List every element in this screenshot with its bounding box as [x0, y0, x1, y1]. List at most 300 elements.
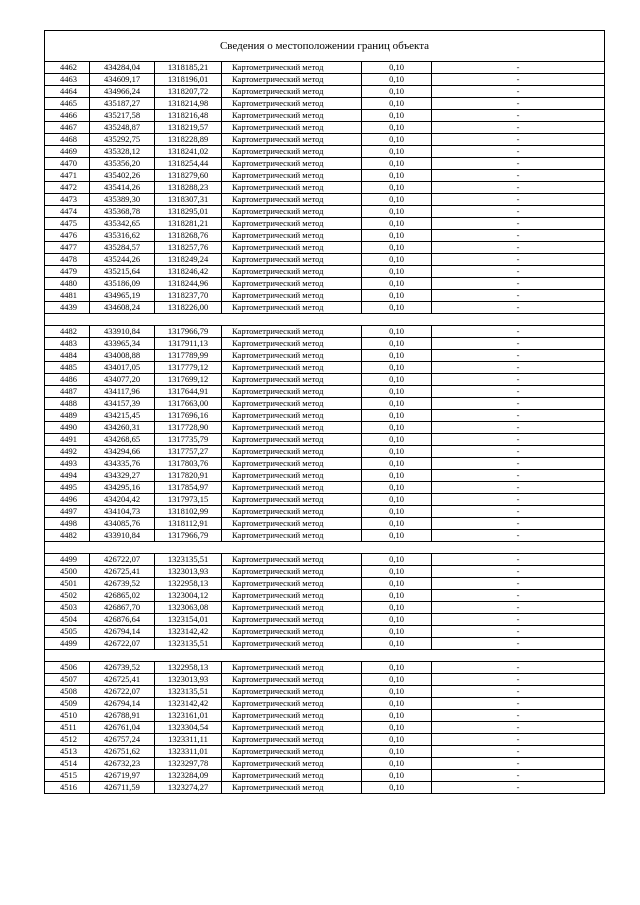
point-number-cell: 4494: [45, 470, 90, 482]
x-coordinate-cell: 434608,24: [90, 302, 155, 314]
table-row: [45, 782, 605, 794]
point-number-cell: 4463: [45, 74, 90, 86]
point-number-cell: 4470: [45, 158, 90, 170]
point-number-cell: 4514: [45, 758, 90, 770]
table-row: [45, 374, 605, 386]
table-row: [45, 230, 605, 242]
table-title-row: [45, 31, 605, 62]
boundary-coordinates-table: [44, 30, 605, 794]
y-coordinate-cell: 1322958,13: [155, 578, 222, 590]
x-coordinate-cell: 434215,45: [90, 410, 155, 422]
accuracy-cell: 0,10: [362, 566, 432, 578]
accuracy-cell: 0,10: [362, 638, 432, 650]
table-row: [45, 770, 605, 782]
x-coordinate-cell: 434294,66: [90, 446, 155, 458]
point-number-cell: 4516: [45, 782, 90, 794]
table-row: [45, 698, 605, 710]
description-cell: -: [432, 218, 605, 230]
point-number-cell: 4485: [45, 362, 90, 374]
point-number-cell: 4515: [45, 770, 90, 782]
point-number-cell: 4467: [45, 122, 90, 134]
x-coordinate-cell: 433910,84: [90, 326, 155, 338]
point-number-cell: 4466: [45, 110, 90, 122]
accuracy-cell: 0,10: [362, 338, 432, 350]
method-cell: Картометрический метод: [222, 638, 362, 650]
method-cell: Картометрический метод: [222, 518, 362, 530]
description-cell: -: [432, 710, 605, 722]
x-coordinate-cell: 426794,14: [90, 698, 155, 710]
method-cell: Картометрический метод: [222, 218, 362, 230]
method-cell: Картометрический метод: [222, 326, 362, 338]
method-cell: Картометрический метод: [222, 482, 362, 494]
method-cell: Картометрический метод: [222, 590, 362, 602]
description-cell: -: [432, 458, 605, 470]
accuracy-cell: 0,10: [362, 134, 432, 146]
method-cell: Картометрический метод: [222, 386, 362, 398]
point-number-cell: 4502: [45, 590, 90, 602]
y-coordinate-cell: 1317757,27: [155, 446, 222, 458]
point-number-cell: 4489: [45, 410, 90, 422]
point-number-cell: 4478: [45, 254, 90, 266]
y-coordinate-cell: 1318241,02: [155, 146, 222, 158]
accuracy-cell: 0,10: [362, 122, 432, 134]
description-cell: -: [432, 446, 605, 458]
method-cell: Картометрический метод: [222, 374, 362, 386]
table-row: [45, 746, 605, 758]
y-coordinate-cell: 1323004,12: [155, 590, 222, 602]
x-coordinate-cell: 435284,57: [90, 242, 155, 254]
description-cell: -: [432, 302, 605, 314]
method-cell: Картометрический метод: [222, 338, 362, 350]
accuracy-cell: 0,10: [362, 482, 432, 494]
accuracy-cell: 0,10: [362, 350, 432, 362]
y-coordinate-cell: 1323135,51: [155, 638, 222, 650]
point-number-cell: 4483: [45, 338, 90, 350]
point-number-cell: 4499: [45, 638, 90, 650]
description-cell: -: [432, 662, 605, 674]
description-cell: -: [432, 338, 605, 350]
y-coordinate-cell: 1317789,99: [155, 350, 222, 362]
y-coordinate-cell: 1318268,76: [155, 230, 222, 242]
y-coordinate-cell: 1318279,60: [155, 170, 222, 182]
point-number-cell: 4511: [45, 722, 90, 734]
group-separator-cell: [45, 542, 605, 554]
accuracy-cell: 0,10: [362, 470, 432, 482]
table-row: [45, 506, 605, 518]
method-cell: Картометрический метод: [222, 74, 362, 86]
accuracy-cell: 0,10: [362, 734, 432, 746]
description-cell: -: [432, 146, 605, 158]
table-row: [45, 626, 605, 638]
x-coordinate-cell: 426876,64: [90, 614, 155, 626]
table-row: [45, 98, 605, 110]
x-coordinate-cell: 434965,19: [90, 290, 155, 302]
method-cell: Картометрический метод: [222, 158, 362, 170]
y-coordinate-cell: 1317779,12: [155, 362, 222, 374]
x-coordinate-cell: 434117,96: [90, 386, 155, 398]
description-cell: -: [432, 530, 605, 542]
method-cell: Картометрический метод: [222, 602, 362, 614]
x-coordinate-cell: 435328,12: [90, 146, 155, 158]
method-cell: Картометрический метод: [222, 662, 362, 674]
accuracy-cell: 0,10: [362, 770, 432, 782]
description-cell: -: [432, 494, 605, 506]
method-cell: Картометрический метод: [222, 494, 362, 506]
x-coordinate-cell: 426719,97: [90, 770, 155, 782]
accuracy-cell: 0,10: [362, 494, 432, 506]
x-coordinate-cell: 426722,07: [90, 686, 155, 698]
description-cell: -: [432, 638, 605, 650]
point-number-cell: 4498: [45, 518, 90, 530]
accuracy-cell: 0,10: [362, 158, 432, 170]
accuracy-cell: 0,10: [362, 386, 432, 398]
accuracy-cell: 0,10: [362, 722, 432, 734]
point-number-cell: 4497: [45, 506, 90, 518]
method-cell: Картометрический метод: [222, 758, 362, 770]
description-cell: -: [432, 746, 605, 758]
table-row: [45, 302, 605, 314]
y-coordinate-cell: 1318207,72: [155, 86, 222, 98]
x-coordinate-cell: 435402,26: [90, 170, 155, 182]
description-cell: -: [432, 290, 605, 302]
method-cell: Картометрический метод: [222, 434, 362, 446]
description-cell: -: [432, 734, 605, 746]
point-number-cell: 4507: [45, 674, 90, 686]
description-cell: -: [432, 254, 605, 266]
point-number-cell: 4471: [45, 170, 90, 182]
table-row: [45, 614, 605, 626]
group-separator-cell: [45, 650, 605, 662]
table-row: [45, 74, 605, 86]
y-coordinate-cell: 1318219,57: [155, 122, 222, 134]
point-number-cell: 4477: [45, 242, 90, 254]
method-cell: Картометрический метод: [222, 566, 362, 578]
table-title: Сведения о местоположении границ объекта: [45, 31, 605, 62]
x-coordinate-cell: 435342,65: [90, 218, 155, 230]
table-row: [45, 158, 605, 170]
description-cell: -: [432, 674, 605, 686]
method-cell: Картометрический метод: [222, 362, 362, 374]
description-cell: -: [432, 182, 605, 194]
boundary-coordinates-document: [44, 30, 604, 794]
method-cell: Картометрический метод: [222, 146, 362, 158]
x-coordinate-cell: 435368,78: [90, 206, 155, 218]
table-row: [45, 446, 605, 458]
method-cell: Картометрический метод: [222, 674, 362, 686]
y-coordinate-cell: 1317820,91: [155, 470, 222, 482]
accuracy-cell: 0,10: [362, 662, 432, 674]
point-number-cell: 4484: [45, 350, 90, 362]
description-cell: -: [432, 434, 605, 446]
accuracy-cell: 0,10: [362, 710, 432, 722]
table-row: [45, 326, 605, 338]
description-cell: -: [432, 398, 605, 410]
table-row: [45, 386, 605, 398]
point-number-cell: 4481: [45, 290, 90, 302]
x-coordinate-cell: 434268,65: [90, 434, 155, 446]
point-number-cell: 4501: [45, 578, 90, 590]
description-cell: -: [432, 386, 605, 398]
point-number-cell: 4462: [45, 62, 90, 74]
description-cell: -: [432, 566, 605, 578]
x-coordinate-cell: 434017,05: [90, 362, 155, 374]
y-coordinate-cell: 1318295,01: [155, 206, 222, 218]
table-row: [45, 590, 605, 602]
table-row: [45, 278, 605, 290]
table-row: [45, 662, 605, 674]
y-coordinate-cell: 1318249,24: [155, 254, 222, 266]
y-coordinate-cell: 1317911,13: [155, 338, 222, 350]
method-cell: Картометрический метод: [222, 170, 362, 182]
y-coordinate-cell: 1317966,79: [155, 326, 222, 338]
x-coordinate-cell: 435356,20: [90, 158, 155, 170]
accuracy-cell: 0,10: [362, 242, 432, 254]
accuracy-cell: 0,10: [362, 602, 432, 614]
accuracy-cell: 0,10: [362, 434, 432, 446]
method-cell: Картометрический метод: [222, 422, 362, 434]
description-cell: -: [432, 602, 605, 614]
x-coordinate-cell: 426751,62: [90, 746, 155, 758]
method-cell: Картометрический метод: [222, 782, 362, 794]
description-cell: -: [432, 242, 605, 254]
description-cell: -: [432, 482, 605, 494]
accuracy-cell: 0,10: [362, 398, 432, 410]
table-row: [45, 554, 605, 566]
y-coordinate-cell: 1323142,42: [155, 698, 222, 710]
x-coordinate-cell: 426725,41: [90, 674, 155, 686]
table-row: [45, 710, 605, 722]
accuracy-cell: 0,10: [362, 518, 432, 530]
table-row: [45, 122, 605, 134]
y-coordinate-cell: 1318214,98: [155, 98, 222, 110]
x-coordinate-cell: 426739,52: [90, 578, 155, 590]
table-row: [45, 482, 605, 494]
x-coordinate-cell: 426725,41: [90, 566, 155, 578]
table-row: [45, 734, 605, 746]
x-coordinate-cell: 434077,20: [90, 374, 155, 386]
method-cell: Картометрический метод: [222, 506, 362, 518]
y-coordinate-cell: 1317696,16: [155, 410, 222, 422]
y-coordinate-cell: 1317728,90: [155, 422, 222, 434]
accuracy-cell: 0,10: [362, 374, 432, 386]
method-cell: Картометрический метод: [222, 734, 362, 746]
point-number-cell: 4476: [45, 230, 90, 242]
table-row: [45, 194, 605, 206]
table-row: [45, 434, 605, 446]
accuracy-cell: 0,10: [362, 698, 432, 710]
accuracy-cell: 0,10: [362, 782, 432, 794]
x-coordinate-cell: 435187,27: [90, 98, 155, 110]
table-row: [45, 758, 605, 770]
point-number-cell: 4472: [45, 182, 90, 194]
description-cell: -: [432, 170, 605, 182]
description-cell: -: [432, 230, 605, 242]
accuracy-cell: 0,10: [362, 590, 432, 602]
point-number-cell: 4496: [45, 494, 90, 506]
description-cell: -: [432, 698, 605, 710]
y-coordinate-cell: 1318307,31: [155, 194, 222, 206]
description-cell: -: [432, 554, 605, 566]
accuracy-cell: 0,10: [362, 206, 432, 218]
y-coordinate-cell: 1317735,79: [155, 434, 222, 446]
description-cell: -: [432, 614, 605, 626]
method-cell: Картометрический метод: [222, 722, 362, 734]
description-cell: -: [432, 266, 605, 278]
method-cell: Картометрический метод: [222, 230, 362, 242]
x-coordinate-cell: 434157,39: [90, 398, 155, 410]
y-coordinate-cell: 1318112,91: [155, 518, 222, 530]
y-coordinate-cell: 1323161,01: [155, 710, 222, 722]
y-coordinate-cell: 1317663,00: [155, 398, 222, 410]
method-cell: Картометрический метод: [222, 458, 362, 470]
point-number-cell: 4480: [45, 278, 90, 290]
accuracy-cell: 0,10: [362, 98, 432, 110]
method-cell: Картометрический метод: [222, 770, 362, 782]
y-coordinate-cell: 1323063,08: [155, 602, 222, 614]
description-cell: -: [432, 470, 605, 482]
x-coordinate-cell: 433965,34: [90, 338, 155, 350]
point-number-cell: 4482: [45, 326, 90, 338]
point-number-cell: 4482: [45, 530, 90, 542]
table-row: [45, 470, 605, 482]
table-row: [45, 494, 605, 506]
x-coordinate-cell: 434204,42: [90, 494, 155, 506]
description-cell: -: [432, 590, 605, 602]
group-separator-row: [45, 650, 605, 662]
accuracy-cell: 0,10: [362, 194, 432, 206]
accuracy-cell: 0,10: [362, 446, 432, 458]
description-cell: -: [432, 506, 605, 518]
point-number-cell: 4499: [45, 554, 90, 566]
description-cell: -: [432, 278, 605, 290]
point-number-cell: 4486: [45, 374, 90, 386]
x-coordinate-cell: 435217,58: [90, 110, 155, 122]
method-cell: Картометрический метод: [222, 530, 362, 542]
x-coordinate-cell: 435414,26: [90, 182, 155, 194]
table-row: [45, 242, 605, 254]
y-coordinate-cell: 1323154,01: [155, 614, 222, 626]
point-number-cell: 4495: [45, 482, 90, 494]
point-number-cell: 4464: [45, 86, 90, 98]
x-coordinate-cell: 426722,07: [90, 638, 155, 650]
method-cell: Картометрический метод: [222, 110, 362, 122]
table-row: [45, 182, 605, 194]
y-coordinate-cell: 1323297,78: [155, 758, 222, 770]
accuracy-cell: 0,10: [362, 146, 432, 158]
point-number-cell: 4509: [45, 698, 90, 710]
y-coordinate-cell: 1323311,11: [155, 734, 222, 746]
x-coordinate-cell: 426761,04: [90, 722, 155, 734]
method-cell: Картометрический метод: [222, 578, 362, 590]
point-number-cell: 4474: [45, 206, 90, 218]
accuracy-cell: 0,10: [362, 62, 432, 74]
description-cell: -: [432, 626, 605, 638]
point-number-cell: 4510: [45, 710, 90, 722]
y-coordinate-cell: 1318288,23: [155, 182, 222, 194]
y-coordinate-cell: 1317966,79: [155, 530, 222, 542]
table-row: [45, 398, 605, 410]
y-coordinate-cell: 1323304,54: [155, 722, 222, 734]
x-coordinate-cell: 426788,91: [90, 710, 155, 722]
accuracy-cell: 0,10: [362, 110, 432, 122]
accuracy-cell: 0,10: [362, 614, 432, 626]
y-coordinate-cell: 1323311,01: [155, 746, 222, 758]
method-cell: Картометрический метод: [222, 746, 362, 758]
x-coordinate-cell: 435389,30: [90, 194, 155, 206]
table-row: [45, 146, 605, 158]
table-row: [45, 638, 605, 650]
accuracy-cell: 0,10: [362, 218, 432, 230]
y-coordinate-cell: 1323135,51: [155, 686, 222, 698]
description-cell: -: [432, 350, 605, 362]
table-row: [45, 266, 605, 278]
description-cell: -: [432, 206, 605, 218]
x-coordinate-cell: 435215,64: [90, 266, 155, 278]
x-coordinate-cell: 426865,02: [90, 590, 155, 602]
description-cell: -: [432, 578, 605, 590]
point-number-cell: 4488: [45, 398, 90, 410]
method-cell: Картометрический метод: [222, 242, 362, 254]
accuracy-cell: 0,10: [362, 626, 432, 638]
table-row: [45, 458, 605, 470]
point-number-cell: 4491: [45, 434, 90, 446]
accuracy-cell: 0,10: [362, 422, 432, 434]
method-cell: Картометрический метод: [222, 410, 362, 422]
point-number-cell: 4503: [45, 602, 90, 614]
accuracy-cell: 0,10: [362, 278, 432, 290]
accuracy-cell: 0,10: [362, 530, 432, 542]
y-coordinate-cell: 1323142,42: [155, 626, 222, 638]
x-coordinate-cell: 426794,14: [90, 626, 155, 638]
accuracy-cell: 0,10: [362, 686, 432, 698]
table-row: [45, 578, 605, 590]
accuracy-cell: 0,10: [362, 182, 432, 194]
table-row: [45, 290, 605, 302]
x-coordinate-cell: 434284,04: [90, 62, 155, 74]
group-separator-row: [45, 314, 605, 326]
table-row: [45, 338, 605, 350]
description-cell: -: [432, 686, 605, 698]
description-cell: -: [432, 86, 605, 98]
x-coordinate-cell: 434260,31: [90, 422, 155, 434]
point-number-cell: 4500: [45, 566, 90, 578]
y-coordinate-cell: 1317699,12: [155, 374, 222, 386]
x-coordinate-cell: 435292,75: [90, 134, 155, 146]
table-row: [45, 62, 605, 74]
method-cell: Картометрический метод: [222, 62, 362, 74]
point-number-cell: 4490: [45, 422, 90, 434]
x-coordinate-cell: 434329,27: [90, 470, 155, 482]
point-number-cell: 4504: [45, 614, 90, 626]
point-number-cell: 4513: [45, 746, 90, 758]
table-row: [45, 350, 605, 362]
method-cell: Картометрический метод: [222, 182, 362, 194]
description-cell: -: [432, 62, 605, 74]
group-separator-cell: [45, 314, 605, 326]
method-cell: Картометрический метод: [222, 290, 362, 302]
x-coordinate-cell: 433910,84: [90, 530, 155, 542]
x-coordinate-cell: 426732,23: [90, 758, 155, 770]
point-number-cell: 4468: [45, 134, 90, 146]
method-cell: Картометрический метод: [222, 710, 362, 722]
table-row: [45, 362, 605, 374]
accuracy-cell: 0,10: [362, 674, 432, 686]
point-number-cell: 4505: [45, 626, 90, 638]
y-coordinate-cell: 1317854,97: [155, 482, 222, 494]
method-cell: Картометрический метод: [222, 122, 362, 134]
accuracy-cell: 0,10: [362, 86, 432, 98]
point-number-cell: 4479: [45, 266, 90, 278]
